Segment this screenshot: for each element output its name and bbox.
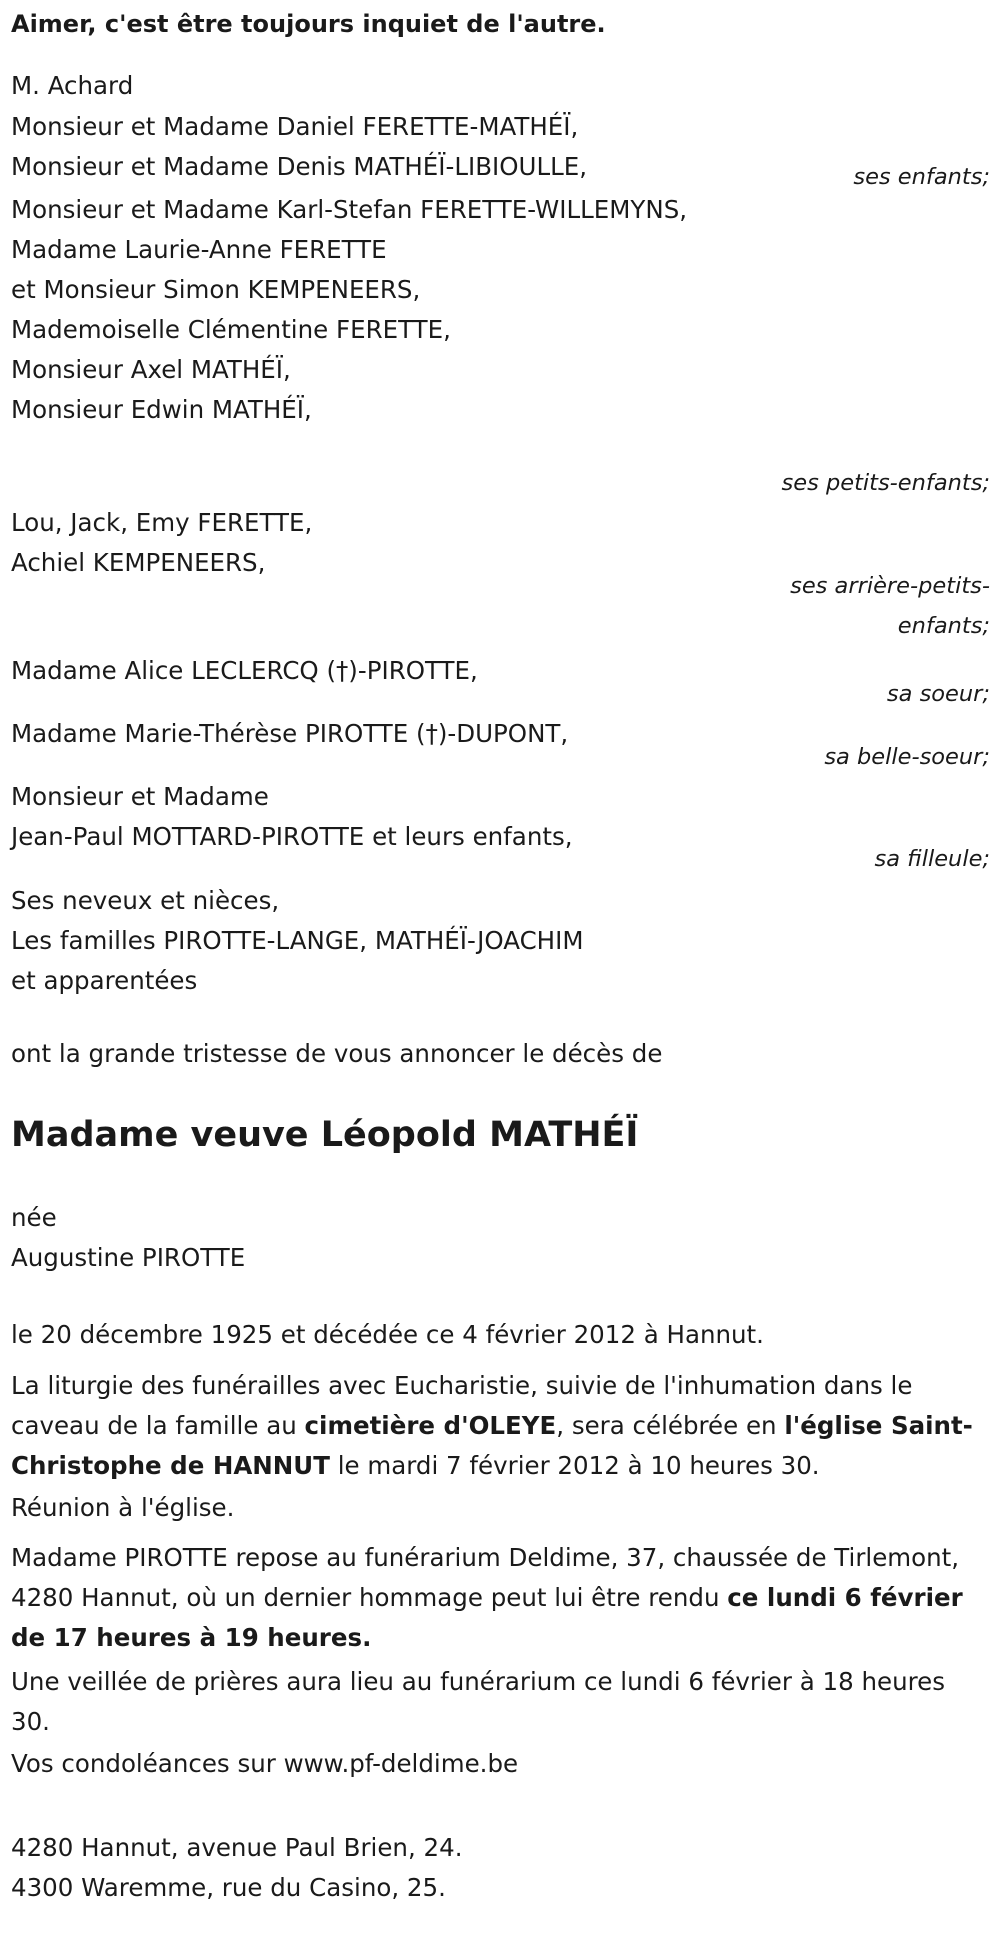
list-item: Jean-Paul MOTTARD-PIROTTE et leurs enfants,: [11, 822, 573, 851]
address-line: 4300 Waremme, rue du Casino, 25.: [11, 1873, 446, 1902]
role-line: enfants;: [897, 613, 990, 639]
liturgy-text: , sera célébrée en: [556, 1411, 785, 1440]
deceased-title: Madame veuve Léopold MATHÉÏ: [11, 1115, 639, 1155]
list-item: Mademoiselle Clémentine FERETTE,: [11, 315, 451, 344]
liturgy-paragraph: [11, 1366, 991, 1486]
condolences-paragraph: Vos condoléances sur www.pf-deldime.be: [11, 1749, 519, 1778]
list-item: et Monsieur Simon KEMPENEERS,: [11, 275, 421, 304]
list-item: Monsieur et Madame Daniel FERETTE-MATHÉÏ,: [11, 112, 579, 141]
visiting-hours: ce lundi 6 février de 17 heures à 19 heures.: [11, 1583, 963, 1652]
grandchildren-list: [11, 190, 687, 430]
address-line: 4280 Hannut, avenue Paul Brien, 24.: [11, 1833, 463, 1862]
sister-in-law-line: Madame Marie-Thérèse PIROTTE (†)-DUPONT,: [11, 719, 569, 748]
list-item: et apparentées: [11, 966, 198, 995]
list-item: Monsieur et Madame: [11, 782, 269, 811]
addresses: [11, 1828, 991, 1908]
birth-block: [11, 1198, 245, 1278]
nee-label: née: [11, 1203, 57, 1232]
list-item: Ses neveux et nièces,: [11, 886, 280, 915]
dates-paragraph: le 20 décembre 1925 et décédée ce 4 février 2012 à Hannut.: [11, 1320, 764, 1349]
sister-line: Madame Alice LECLERCQ (†)-PIROTTE,: [11, 656, 478, 685]
list-item: Monsieur et Madame Denis MATHÉÏ-LIBIOULLE,: [11, 152, 588, 181]
role-line: ses arrière-petits-: [790, 573, 990, 599]
list-item: Monsieur Axel MATHÉÏ,: [11, 355, 291, 384]
motto: Aimer, c'est être toujours inquiet de l'autre.: [11, 10, 606, 38]
others-list: [11, 881, 583, 1001]
sister-in-law-role: sa belle-soeur;: [824, 744, 990, 770]
church-name: l'église Saint-Christophe de HANNUT: [11, 1411, 973, 1480]
vigil-paragraph: Une veillée de prières aura lieu au funérarium ce lundi 6 février à 18 heures 30.: [11, 1667, 945, 1736]
announcement: ont la grande tristesse de vous annoncer le décès de: [11, 1039, 663, 1068]
goddaughter-role: sa filleule;: [874, 846, 990, 872]
list-item: Les familles PIROTTE-LANGE, MATHÉÏ-JOACHIM: [11, 926, 584, 955]
list-item: Madame Laurie-Anne FERETTE: [11, 235, 387, 264]
rest-paragraph: [11, 1538, 991, 1658]
birth-name: Augustine PIROTTE: [11, 1243, 246, 1272]
rest-text: Madame PIROTTE repose au funérarium Deldime, 37, chaussée de Tirlemont, 4280 Hannut, où un dernier hommage peut lui être rendu: [11, 1543, 960, 1612]
list-item: Monsieur et Madame Karl-Stefan FERETTE-WILLEMYNS,: [11, 195, 688, 224]
goddaughter-list: [11, 777, 573, 857]
great-grandchildren-role: [790, 566, 990, 646]
children-role: ses enfants;: [853, 164, 990, 190]
cemetery-name: cimetière d'OLEYE: [304, 1411, 557, 1440]
list-item: Monsieur Edwin MATHÉÏ,: [11, 395, 312, 424]
children-list: [11, 107, 587, 187]
sister-role: sa soeur;: [886, 681, 990, 707]
liturgy-text: La liturgie des funérailles avec Eucharistie, suivie de l'inhumation dans le caveau de la famille au: [11, 1371, 913, 1440]
list-item: Lou, Jack, Emy FERETTE,: [11, 508, 313, 537]
achard-line: M. Achard: [11, 71, 134, 100]
meeting-paragraph: Réunion à l'église.: [11, 1493, 235, 1522]
list-item: Achiel KEMPENEERS,: [11, 548, 266, 577]
great-grandchildren-list: [11, 503, 312, 583]
grandchildren-role: ses petits-enfants;: [781, 470, 990, 496]
liturgy-text: le mardi 7 février 2012 à 10 heures 30.: [329, 1451, 820, 1480]
